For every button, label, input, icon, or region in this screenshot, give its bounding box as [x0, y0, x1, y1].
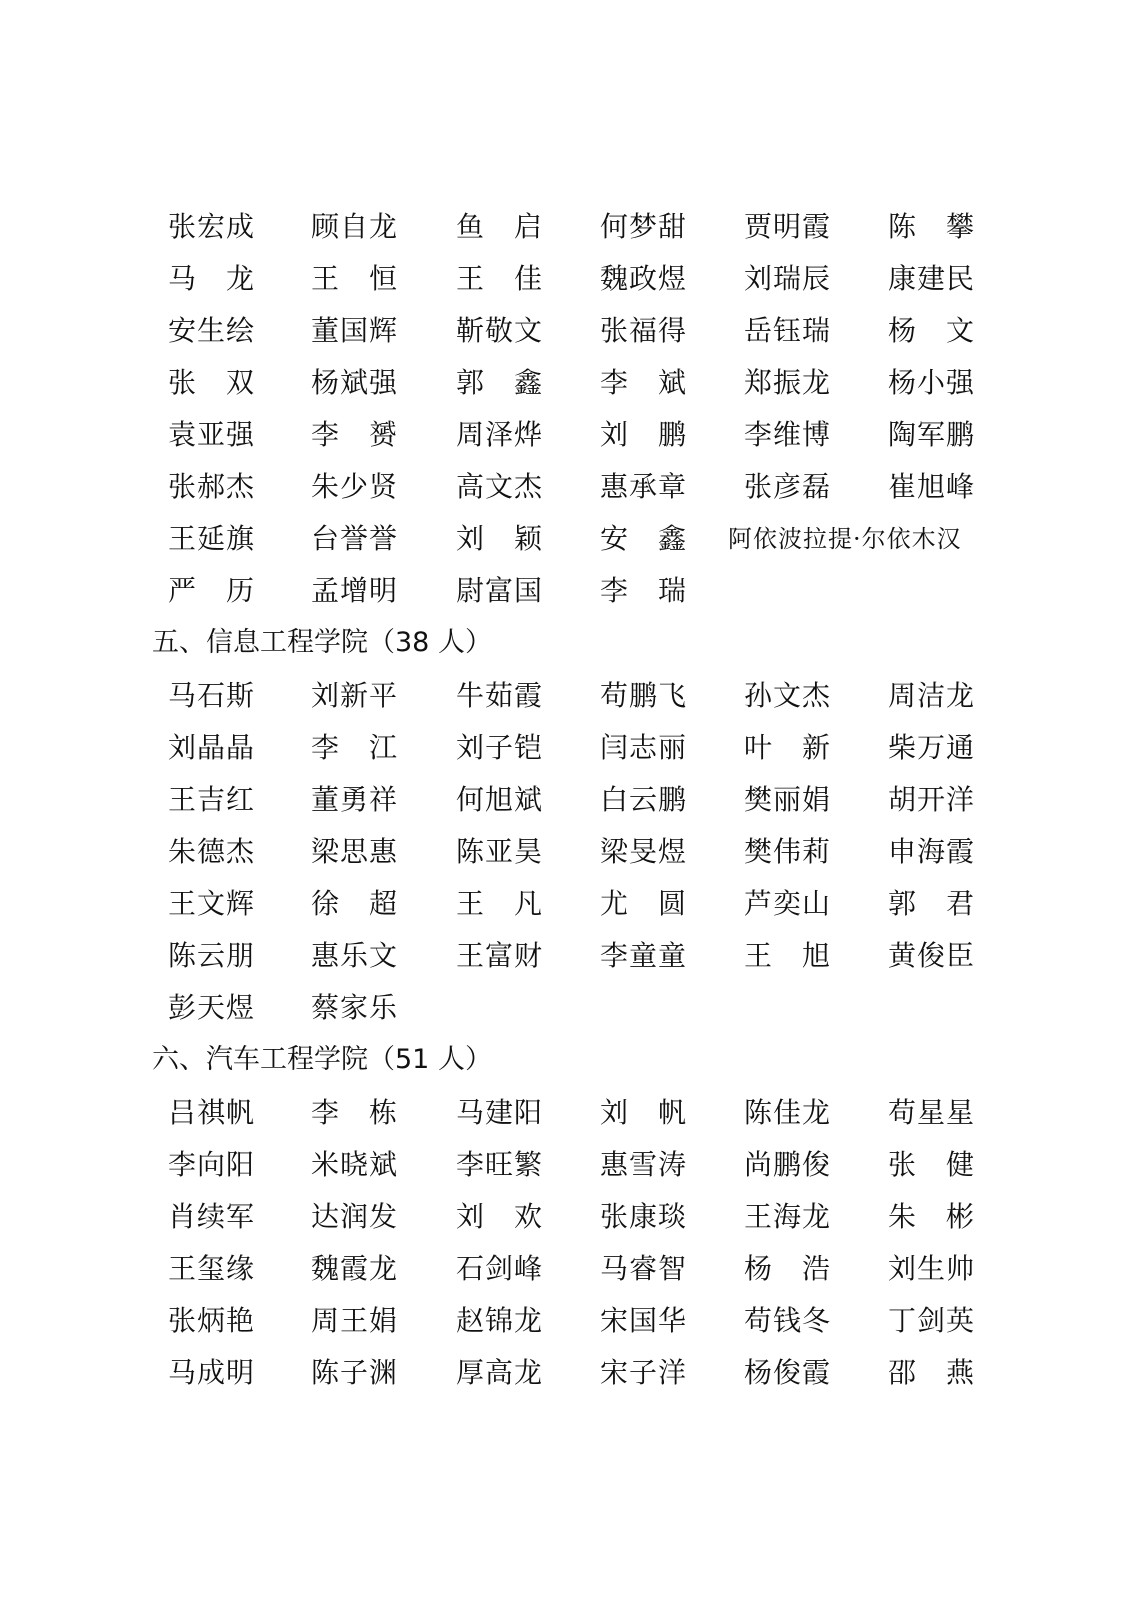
person-name: 蔡 家 乐	[311, 991, 397, 1024]
person-name: 郑 振 龙	[744, 366, 830, 399]
person-name: 马 成 明	[168, 1356, 254, 1389]
person-name: 王 延 旗	[168, 522, 254, 555]
person-name: 董 勇 祥	[311, 783, 397, 816]
person-name: 徐 超	[311, 887, 397, 920]
name-row	[0, 259, 1139, 299]
name-row	[0, 936, 1139, 976]
person-name: 李 童 童	[600, 939, 686, 972]
name-row	[0, 207, 1139, 247]
person-name: 肖 续 军	[168, 1200, 254, 1233]
person-name: 刘 欢	[456, 1200, 542, 1233]
person-name: 张 健	[888, 1148, 974, 1181]
person-name: 苟 鹏 飞	[600, 679, 686, 712]
person-name: 张 康 琰	[600, 1200, 686, 1233]
person-name: 王 文 辉	[168, 887, 254, 920]
person-name: 顾 自 龙	[311, 210, 397, 243]
name-row	[0, 519, 1139, 559]
person-name: 安 鑫	[600, 522, 686, 555]
person-name: 梁 思 惠	[311, 835, 397, 868]
person-name: 李 向 阳	[168, 1148, 254, 1181]
person-name: 石 剑 峰	[456, 1252, 542, 1285]
person-name: 张 彦 磊	[744, 470, 830, 503]
person-name: 赵 锦 龙	[456, 1304, 542, 1337]
person-name: 厚 高 龙	[456, 1356, 542, 1389]
person-name-long: 阿依波拉提·尔依木汉	[728, 525, 962, 553]
person-name: 芦 奕 山	[744, 887, 830, 920]
person-name: 王 凡	[456, 887, 542, 920]
person-name: 杨 浩	[744, 1252, 830, 1285]
person-name: 胡 开 洋	[888, 783, 974, 816]
person-name: 白 云 鹏	[600, 783, 686, 816]
name-row	[0, 728, 1139, 768]
name-row	[0, 1197, 1139, 1237]
person-name: 董 国 辉	[311, 314, 397, 347]
person-name: 张 双	[168, 366, 254, 399]
person-name: 梁 旻 煜	[600, 835, 686, 868]
person-name: 叶 新	[744, 731, 830, 764]
name-row	[0, 363, 1139, 403]
person-name: 刘 新 平	[311, 679, 397, 712]
person-name: 闫 志 丽	[600, 731, 686, 764]
name-row	[0, 415, 1139, 455]
person-name: 朱 彬	[888, 1200, 974, 1233]
person-name: 苟 星 星	[888, 1096, 974, 1129]
person-name: 李 赟	[311, 418, 397, 451]
person-name: 魏 政 煜	[600, 262, 686, 295]
name-row	[0, 988, 1139, 1028]
person-name: 王 玺 缘	[168, 1252, 254, 1285]
name-row	[0, 1145, 1139, 1185]
person-name: 马 石 斯	[168, 679, 254, 712]
name-row	[0, 1249, 1139, 1289]
section-heading: 五、信息工程学院（38 人）	[152, 627, 492, 658]
person-name: 刘 鹏	[600, 418, 686, 451]
person-name: 惠 雪 涛	[600, 1148, 686, 1181]
name-row	[0, 884, 1139, 924]
person-name: 刘 帆	[600, 1096, 686, 1129]
person-name: 苟 钱 冬	[744, 1304, 830, 1337]
person-name: 柴 万 通	[888, 731, 974, 764]
person-name: 樊 丽 娟	[744, 783, 830, 816]
person-name: 黄 俊 臣	[888, 939, 974, 972]
person-name: 李 维 博	[744, 418, 830, 451]
person-name: 周 泽 烨	[456, 418, 542, 451]
person-name: 鱼 启	[456, 210, 542, 243]
person-name: 康 建 民	[888, 262, 974, 295]
person-name: 陈 佳 龙	[744, 1096, 830, 1129]
person-name: 刘 晶 晶	[168, 731, 254, 764]
person-name: 朱 德 杰	[168, 835, 254, 868]
person-name: 高 文 杰	[456, 470, 542, 503]
person-name: 尚 鹏 俊	[744, 1148, 830, 1181]
person-name: 刘 生 帅	[888, 1252, 974, 1285]
person-name: 丁 剑 英	[888, 1304, 974, 1337]
name-row	[0, 1093, 1139, 1133]
person-name: 孟 增 明	[311, 574, 397, 607]
name-row	[0, 1301, 1139, 1341]
person-name: 杨 俊 霞	[744, 1356, 830, 1389]
person-name: 牛 茹 霞	[456, 679, 542, 712]
name-row	[0, 780, 1139, 820]
name-row	[0, 467, 1139, 507]
name-row	[0, 832, 1139, 872]
person-name: 杨 文	[888, 314, 974, 347]
person-name: 陈 云 朋	[168, 939, 254, 972]
person-name: 岳 钰 瑞	[744, 314, 830, 347]
person-name: 李 瑞	[600, 574, 686, 607]
person-name: 安 生 绘	[168, 314, 254, 347]
name-row	[0, 1353, 1139, 1393]
person-name: 袁 亚 强	[168, 418, 254, 451]
person-name: 何 梦 甜	[600, 210, 686, 243]
person-name: 贾 明 霞	[744, 210, 830, 243]
person-name: 朱 少 贤	[311, 470, 397, 503]
person-name: 宋 子 洋	[600, 1356, 686, 1389]
person-name: 张 炳 艳	[168, 1304, 254, 1337]
person-name: 王 富 财	[456, 939, 542, 972]
person-name: 惠 乐 文	[311, 939, 397, 972]
person-name: 台 誉 誉	[311, 522, 397, 555]
person-name: 邵 燕	[888, 1356, 974, 1389]
person-name: 郭 鑫	[456, 366, 542, 399]
person-name: 崔 旭 峰	[888, 470, 974, 503]
person-name: 马 建 阳	[456, 1096, 542, 1129]
person-name: 李 斌	[600, 366, 686, 399]
person-name: 陈 攀	[888, 210, 974, 243]
person-name: 王 旭	[744, 939, 830, 972]
person-name: 周 洁 龙	[888, 679, 974, 712]
person-name: 米 晓 斌	[311, 1148, 397, 1181]
person-name: 尤 圆	[600, 887, 686, 920]
person-name: 宋 国 华	[600, 1304, 686, 1337]
person-name: 刘 子 铠	[456, 731, 542, 764]
name-row	[0, 311, 1139, 351]
person-name: 刘 瑞 辰	[744, 262, 830, 295]
person-name: 杨 斌 强	[311, 366, 397, 399]
person-name: 杨 小 强	[888, 366, 974, 399]
person-name: 张 郝 杰	[168, 470, 254, 503]
person-name: 王 佳	[456, 262, 542, 295]
person-name: 彭 天 煜	[168, 991, 254, 1024]
person-name: 孙 文 杰	[744, 679, 830, 712]
person-name: 惠 承 章	[600, 470, 686, 503]
person-name: 李 栋	[311, 1096, 397, 1129]
person-name: 陈 亚 昊	[456, 835, 542, 868]
person-name: 马 龙	[168, 262, 254, 295]
person-name: 李 旺 繁	[456, 1148, 542, 1181]
person-name: 王 吉 红	[168, 783, 254, 816]
person-name: 达 润 发	[311, 1200, 397, 1233]
person-name: 陈 子 渊	[311, 1356, 397, 1389]
person-name: 张 宏 成	[168, 210, 254, 243]
name-row	[0, 676, 1139, 716]
person-name: 樊 伟 莉	[744, 835, 830, 868]
person-name: 靳 敬 文	[456, 314, 542, 347]
person-name: 马 睿 智	[600, 1252, 686, 1285]
person-name: 张 福 得	[600, 314, 686, 347]
person-name: 李 江	[311, 731, 397, 764]
section-heading: 六、汽车工程学院（51 人）	[152, 1044, 492, 1075]
name-row	[0, 571, 1139, 611]
person-name: 吕 祺 帆	[168, 1096, 254, 1129]
person-name: 陶 军 鹏	[888, 418, 974, 451]
person-name: 何 旭 斌	[456, 783, 542, 816]
person-name: 王 恒	[311, 262, 397, 295]
person-name: 严 历	[168, 574, 254, 607]
person-name: 周 王 娟	[311, 1304, 397, 1337]
person-name: 魏 霞 龙	[311, 1252, 397, 1285]
person-name: 郭 君	[888, 887, 974, 920]
person-name: 王 海 龙	[744, 1200, 830, 1233]
person-name: 申 海 霞	[888, 835, 974, 868]
person-name: 刘 颖	[456, 522, 542, 555]
person-name: 尉 富 国	[456, 574, 542, 607]
